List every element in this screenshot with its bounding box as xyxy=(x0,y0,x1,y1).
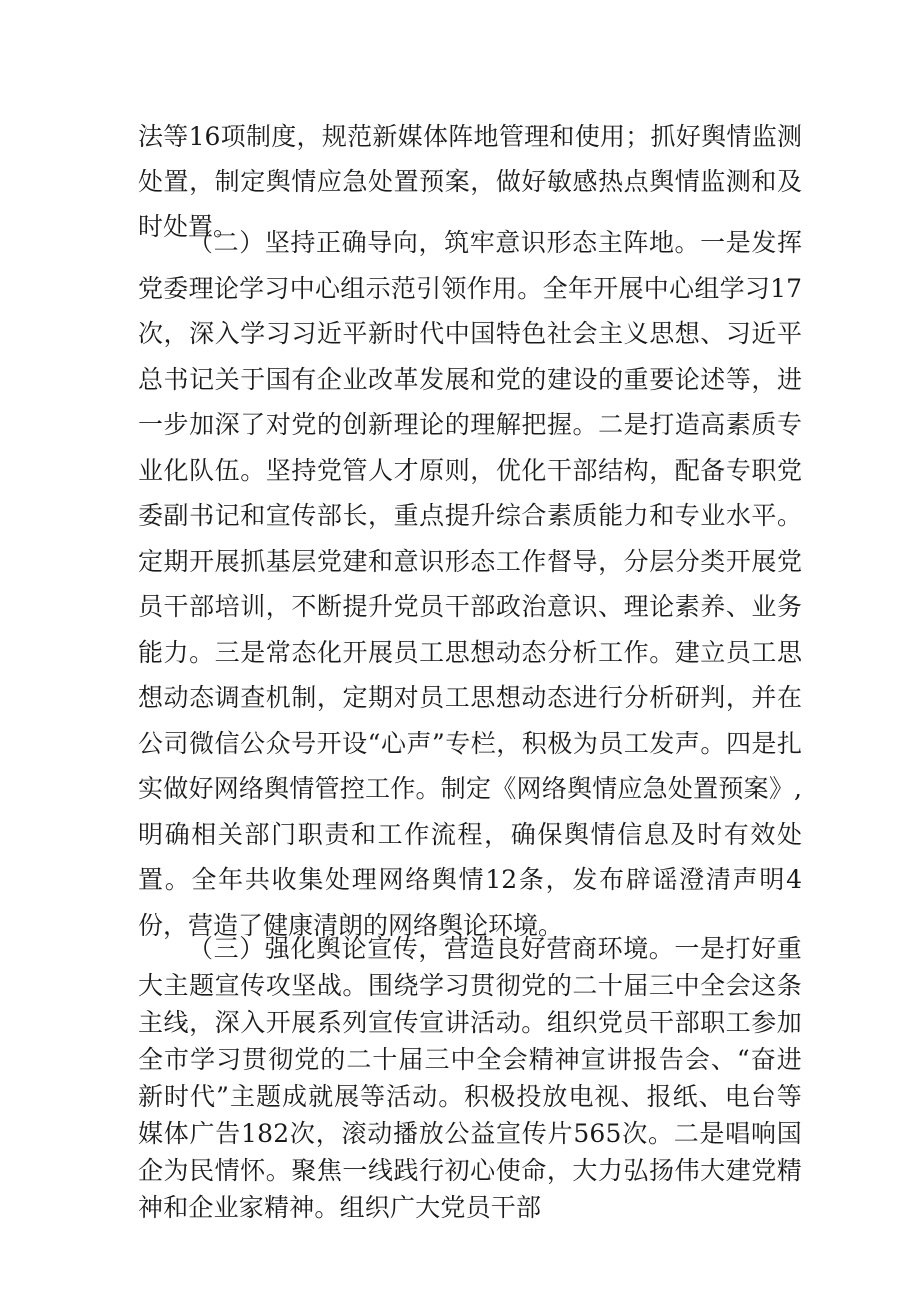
paragraph-2-text: （二）坚持正确导向，筑牢意识形态主阵地。一是发挥党委理论学习中心组示范引领作用。全年开展中心组学习17次，深入学习习近平新时代中国特色社会主义思想、习近平总书记关于国有企业改革发展和党的建设的重要论述等，进一步加深了对党的创新理论的理解把握。二是打造高素质专业化队伍。坚持党管人才原则，优化干部结构，配备专职党委副书记和宣传部长，重点提升综合素质能力和专业水平。定期开展抓基层党建和意识形态工作督导，分层分类开展党员干部培训，不断提升党员干部政治意识、理论素养、业务能力。三是常态化开展员工思想动态分析工作。建立员工思想动态调查机制，定期对员工思想动态进行分析研判，并在公司微信公众号开设“心声”专栏，积极为员工发声。四是扎实做好网络舆情管控工作。制定《网络舆情应急处置预案》,明确相关部门职责和工作流程，确保舆情信息及时有效处置。全年共收集处理网络舆情12条，发布辟谣澄清声明4份，营造了健康清朗的网络舆论环境。 xyxy=(138,228,802,940)
paragraph-3 xyxy=(138,930,802,1226)
paragraph-3-text: （三）强化舆论宣传，营造良好营商环境。一是打好重大主题宣传攻坚战。围绕学习贯彻党的二十届三中全会这条主线，深入开展系列宣传宣讲活动。组织党员干部职工参加全市学习贯彻党的二十届三中全会精神宣讲报告会、“奋进新时代”主题成就展等活动。积极投放电视、报纸、电台等媒体广告182次，滚动播放公益宣传片565次。二是唱响国企为民情怀。聚焦一线践行初心使命，大力弘扬伟大建党精神和企业家精神。组织广大党员干部 xyxy=(138,934,802,1222)
paragraph-1-text: 法等16项制度，规范新媒体阵地管理和使用；抓好舆情监测处置，制定舆情应急处置预案，做好敏感热点舆情监测和及时处置。 xyxy=(138,122,802,241)
paragraph-2 xyxy=(138,220,802,948)
